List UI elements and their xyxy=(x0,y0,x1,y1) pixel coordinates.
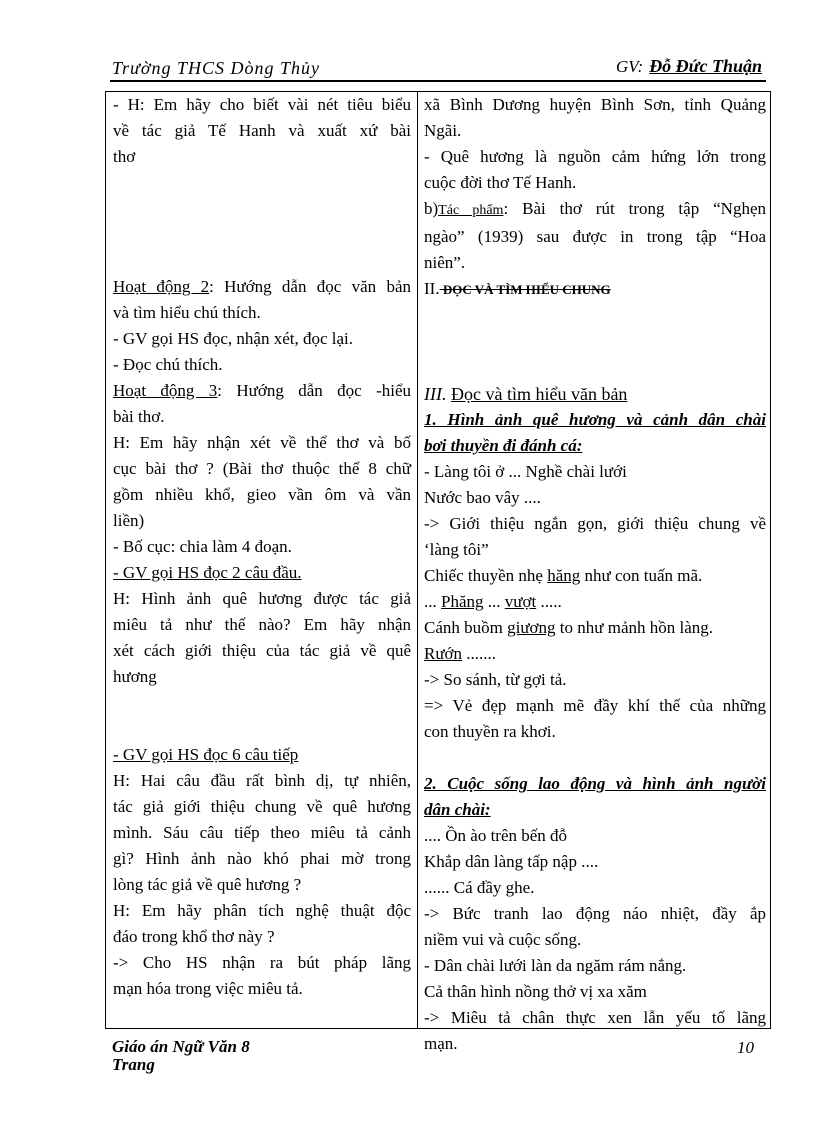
text-line: - GV gọi HS đọc 2 câu đầu. xyxy=(113,563,302,582)
subheading-2: 2. Cuộc sống lao động và hình ảnh người xyxy=(424,774,766,793)
work-info-line: b)Tác phẩm: Bài thơ rút trong tập “Nghẹn xyxy=(424,199,766,218)
text-line: -> Cho HS nhận ra bút pháp lãng xyxy=(113,953,411,972)
text-line: xét cách giới thiệu của tác giả về quê xyxy=(113,641,411,660)
text-line: liền) xyxy=(113,511,145,530)
poem-line: Khắp dân làng tấp nập .... xyxy=(424,852,599,871)
text-line: H: Hai câu đầu rất bình dị, tự nhiên, xyxy=(113,771,411,790)
section-3-heading: III. Đọc và tìm hiểu văn bản xyxy=(424,384,628,404)
text-line: H: Em hãy nhận xét về thể thơ và bố xyxy=(113,433,411,452)
text-line: tác giả giới thiệu chung về quê hương xyxy=(113,797,411,816)
text-line: miêu tả như thế nào? Em hãy nhận xyxy=(113,615,411,634)
text-line: lòng tác giả về quê hương ? xyxy=(113,875,302,894)
page-header xyxy=(110,56,766,82)
teacher-name: Đỗ Đức Thuận xyxy=(649,56,762,76)
text-line: và tìm hiểu chú thích. xyxy=(113,303,261,322)
text-line: cục bài thơ ? (Bài thơ thuộc thể 8 chữ xyxy=(113,459,411,478)
text-line: - Dân chài lưới làn da ngăm rám nắng. xyxy=(424,956,687,975)
text-line: hương xyxy=(113,667,157,686)
book-title: Giáo án Ngữ Văn 8 Trang xyxy=(112,1037,250,1074)
text-line: con thuyền ra khơi. xyxy=(424,722,556,741)
text-line: mạn. xyxy=(424,1034,458,1053)
text-line: bài thơ. xyxy=(113,407,165,426)
text-line: Ngãi. xyxy=(424,121,462,140)
poem-line: Cả thân hình nồng thở vị xa xăm xyxy=(424,982,647,1001)
text-line: => Vẻ đẹp mạnh mẽ đầy khí thế của những xyxy=(424,696,766,715)
text-line: - Làng tôi ở ... Nghề chài lưới xyxy=(424,462,627,481)
teacher-activity-column xyxy=(106,92,418,1028)
poem-line: Chiếc thuyền nhẹ hăng như con tuấn mã. xyxy=(424,566,703,585)
subheading-1: 1. Hình ảnh quê hương và cảnh dân chài xyxy=(424,410,766,429)
text-line: - GV gọi HS đọc, nhận xét, đọc lại. xyxy=(113,329,354,348)
subheading-1-cont: bơi thuyền đi đánh cá: xyxy=(424,436,583,455)
text-line: Nước bao vây .... xyxy=(424,488,541,507)
text-line: H: Em hãy phân tích nghệ thuật độc xyxy=(113,901,411,920)
section-2-heading: II. ĐỌC VÀ TÌM HIỂU CHUNG xyxy=(424,279,611,298)
poem-line: Rướn ....... xyxy=(424,644,497,663)
text-line: niên”. xyxy=(424,253,466,272)
text-line: cuộc đời thơ Tế Hanh. xyxy=(424,173,577,192)
text-line: -> Giới thiệu ngắn gọn, giới thiệu chung về xyxy=(424,514,766,533)
activity-2-heading: Hoạt động 2: Hướng dẫn đọc văn bản xyxy=(113,277,411,296)
text-line: niềm vui và cuộc sống. xyxy=(424,930,582,949)
text-line: -> Miêu tả chân thực xen lẫn yếu tố lãng xyxy=(424,1008,766,1027)
poem-line: ... Phăng ... vượt ..... xyxy=(424,592,562,611)
text-line: mạn hóa trong việc miêu tả. xyxy=(113,979,303,998)
text-line: ngào” (1939) sau được in trong tập “Hoa xyxy=(424,227,766,246)
text-line: H: Hình ảnh quê hương được tác giả xyxy=(113,589,411,608)
poem-line: ...... Cá đầy ghe. xyxy=(424,878,535,897)
text-line: thơ xyxy=(113,147,136,166)
text-line: - H: Em hãy cho biết vài nét tiêu biểu xyxy=(113,95,411,114)
text-line: gồm nhiều khổ, gieo vần ôm và vần xyxy=(113,485,411,504)
text-line: ‘làng tôi” xyxy=(424,540,489,559)
text-line: xã Bình Dương huyện Bình Sơn, tỉnh Quảng xyxy=(424,95,766,114)
teacher-label: GV: xyxy=(615,57,644,76)
text-line: mình. Sáu câu tiếp theo miêu tả cảnh xyxy=(113,823,411,842)
poem-line: Cánh buồm giương to như mảnh hồn làng. xyxy=(424,618,714,637)
subheading-2-cont: dân chài: xyxy=(424,800,491,819)
text-line: gì? Hình ảnh nào khó phai mờ trong xyxy=(113,849,411,868)
text-line: -> So sánh, từ gợi tả. xyxy=(424,670,567,689)
teacher-credit xyxy=(616,56,762,77)
activity-3-heading: Hoạt động 3: Hướng dẫn đọc -hiểu xyxy=(113,381,412,400)
page-number: 10 xyxy=(737,1038,754,1057)
text-line: - Bố cục: chia làm 4 đoạn. xyxy=(113,537,292,556)
text-line: về tác giả Tế Hanh và xuất xứ bài xyxy=(113,121,411,140)
school-name: Trường THCS Dòng Thủy xyxy=(112,58,320,78)
text-line: - Quê hương là nguồn cảm hứng lớn trong xyxy=(424,147,766,166)
text-line: -> Bức tranh lao động náo nhiệt, đầy ắp xyxy=(424,904,766,923)
text-line: đáo trong khổ thơ này ? xyxy=(113,927,275,946)
text-line: - GV gọi HS đọc 6 câu tiếp xyxy=(113,745,299,764)
text-line: - Đọc chú thích. xyxy=(113,355,223,374)
poem-line: .... Ồn ào trên bến đỗ xyxy=(424,826,568,845)
